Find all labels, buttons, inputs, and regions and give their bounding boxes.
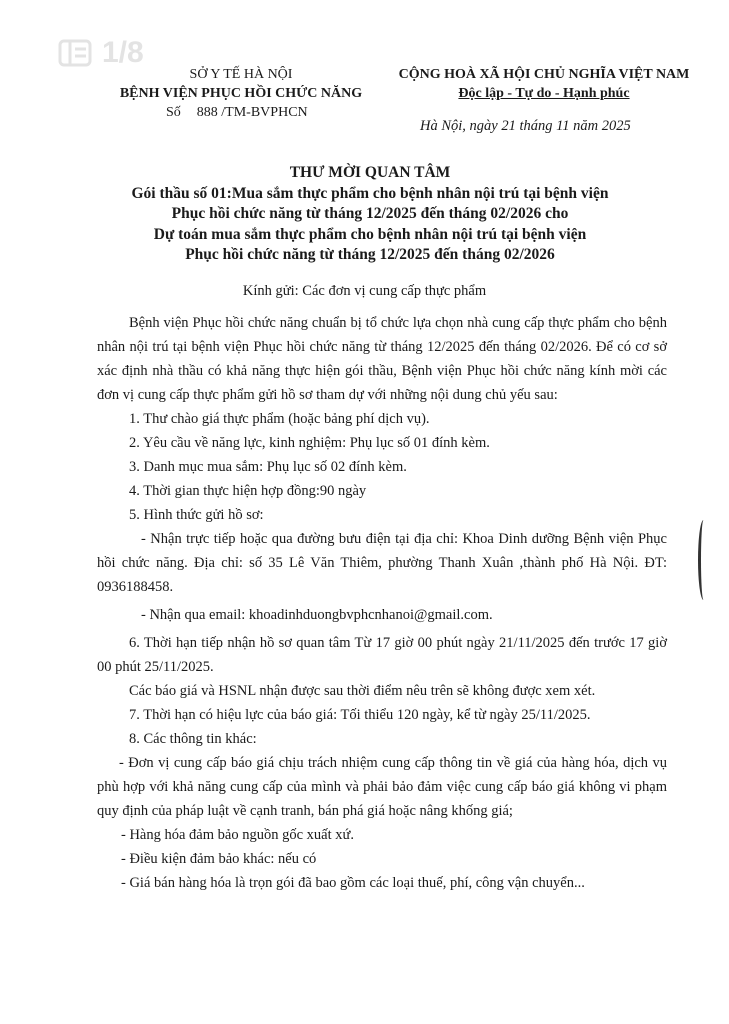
national-motto: Độc lập - Tự do - Hạnh phúc [458, 86, 630, 101]
page-edge-mark [698, 520, 709, 600]
sub-item-address: - Nhận trực tiếp hoặc qua đường bưu điện tại địa chỉ: Khoa Dinh dưỡng Bệnh viện Phục hồi chức năng. Địa chỉ: số 35 Lê Văn Thiêm, phường Thanh Xuân ,thành phố Hà Nội. ĐT: 0936188458. [97, 531, 667, 595]
subtitle-line-2: Phục hồi chức năng từ tháng 12/2025 đến tháng 02/2026 cho [171, 205, 569, 222]
sub-item: - Giá bán hàng hóa là trọn gói đã bao gồm các loại thuế, phí, công vận chuyển... [121, 875, 585, 891]
document-number: Số 888 /TM-BVPHCN [166, 105, 308, 120]
list-item: 8. Các thông tin khác: [129, 731, 257, 747]
document-title: THƯ MỜI QUAN TÂM [289, 164, 451, 181]
document-date: Hà Nội, ngày 21 tháng 11 năm 2025 [420, 118, 631, 134]
sub-item: - Hàng hóa đảm bảo nguồn gốc xuất xứ. [121, 827, 354, 843]
issuer-parent: SỞ Y TẾ HÀ NỘI [189, 67, 293, 82]
recipient-line: Kính gửi: Các đơn vị cung cấp thực phẩm [242, 283, 487, 299]
intro-paragraph: Bệnh viện Phục hồi chức năng chuẩn bị tổ chức lựa chọn nhà cung cấp thực phẩm cho bệnh nhân nội trú tại bệnh viện Phục hồi chức năng từ tháng 12/2025 đến tháng 02/2026. Để có cơ sở xác định nhà thầu có khả năng thực hiện gói thầu, Bệnh viện Phục hồi chức năng kính mời các đơn vị cung cấp thực phẩm gửi hồ sơ tham dự với những nội dung chủ yếu sau: [97, 315, 667, 403]
list-item: 2. Yêu cầu về năng lực, kinh nghiệm: Phụ lục số 01 đính kèm. [129, 435, 490, 451]
list-item: 1. Thư chào giá thực phẩm (hoặc bảng phí dịch vụ). [129, 411, 430, 427]
document-page-icon [58, 39, 92, 67]
list-item: 4. Thời gian thực hiện hợp đồng:90 ngày [129, 483, 367, 499]
document-body [97, 311, 667, 895]
subtitle-line-4: Phục hồi chức năng từ tháng 12/2025 đến tháng 02/2026 [185, 246, 555, 263]
list-item: 3. Danh mục mua sắm: Phụ lục số 02 đính kèm. [129, 459, 407, 475]
list-item: 7. Thời hạn có hiệu lực của báo giá: Tối thiểu 120 ngày, kể từ ngày 25/11/2025. [129, 707, 591, 723]
list-item: 5. Hình thức gửi hồ sơ: [129, 507, 264, 523]
subtitle-line-1: Gói thầu số 01:Mua sắm thực phẩm cho bệnh nhân nội trú tại bệnh viện [131, 184, 609, 202]
sub-item: - Điều kiện đảm bảo khác: nếu có [121, 851, 317, 867]
list-item: 6. Thời hạn tiếp nhận hồ sơ quan tâm Từ 17 giờ 00 phút ngày 21/11/2025 đến trước 17 giờ 00 phút 25/11/2025. [97, 635, 667, 675]
document-title-block [80, 163, 660, 266]
list-item-note: Các báo giá và HSNL nhận được sau thời điểm nêu trên sẽ không được xem xét. [129, 683, 596, 699]
national-heading [388, 65, 700, 103]
sub-item: - Đơn vị cung cấp báo giá chịu trách nhiệm cung cấp thông tin về giá của hàng hóa, dịch vụ phù hợp với khả năng cung cấp của mình và phải bảo đảm việc cung cấp báo giá không vi phạm quy định của pháp luật về cạnh tranh, bán phá giá hoặc nâng khống giá; [97, 755, 667, 819]
issuer-block [116, 65, 366, 122]
country-name: CỘNG HOÀ XÃ HỘI CHỦ NGHĨA VIỆT NAM [398, 67, 690, 82]
sub-item-email: - Nhận qua email: khoadinhduongbvphcnhanoi@gmail.com. [141, 607, 493, 623]
issuer-name: BỆNH VIỆN PHỤC HỒI CHỨC NĂNG [119, 86, 363, 101]
subtitle-line-3: Dự toán mua sắm thực phẩm cho bệnh nhân nội trú tại bệnh viện [153, 225, 587, 243]
page-counter: 1/8 [102, 36, 144, 69]
